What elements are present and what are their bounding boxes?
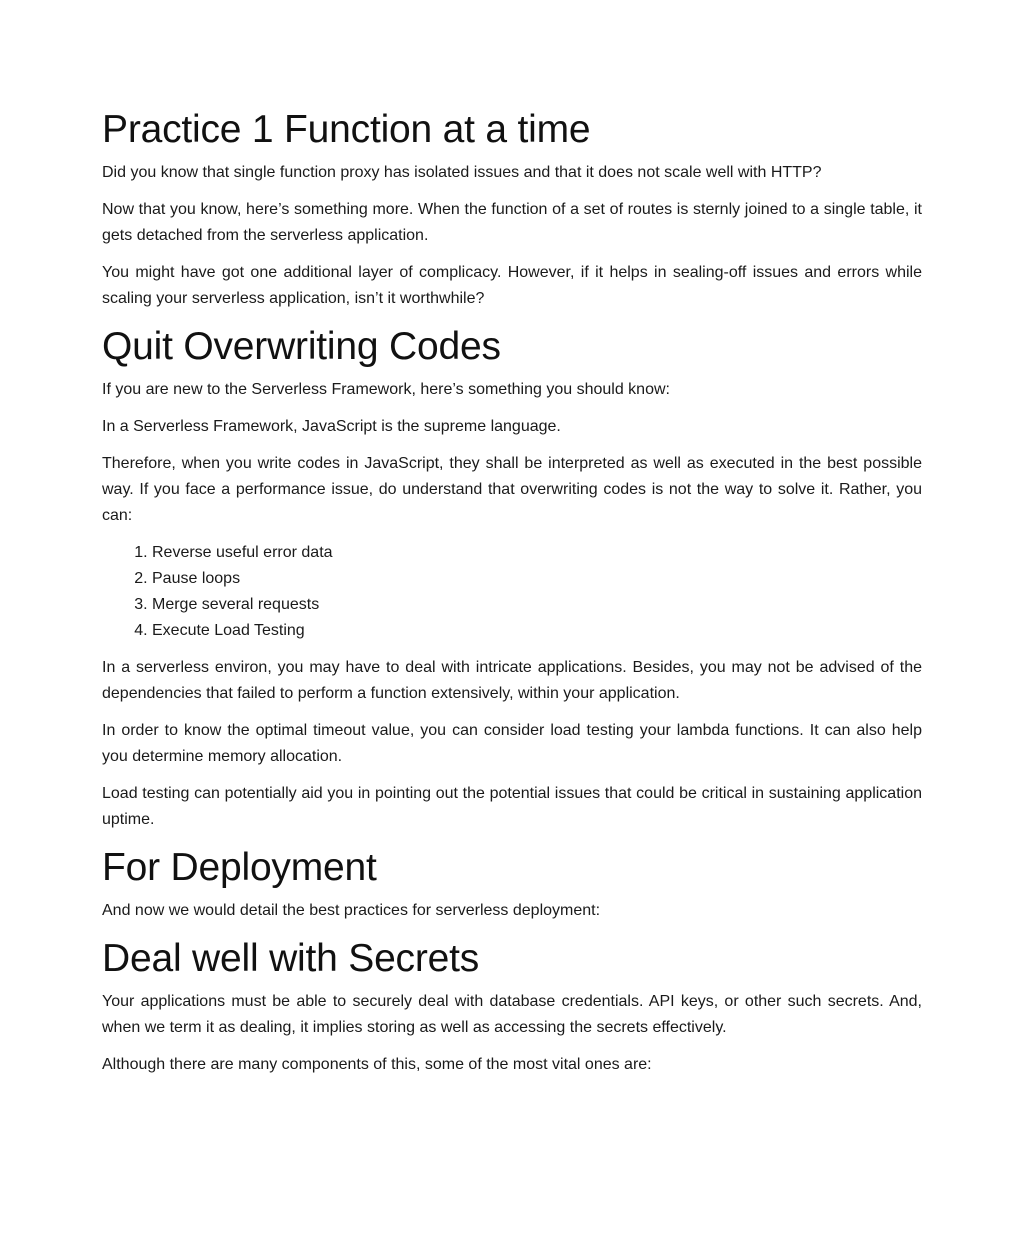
paragraph: Now that you know, here’s something more. When the function of a set of routes is sternly joined to a single table, it gets detached from the serverless application. bbox=[102, 201, 922, 244]
list-item: 2. Pause loops bbox=[152, 566, 922, 592]
section-quit-overwriting bbox=[102, 323, 922, 833]
paragraph: If you are new to the Serverless Framework, here’s something you should know: bbox=[102, 381, 670, 398]
paragraph: Load testing can potentially aid you in pointing out the potential issues that could be critical in sustaining application uptime. bbox=[102, 785, 922, 828]
section-heading: Practice 1 Function at a time bbox=[102, 108, 591, 151]
paragraph: Your applications must be able to securely deal with database credentials. API keys, or other such secrets. And, when we term it as dealing, it implies storing as well as accessing the secrets effectively. bbox=[102, 993, 922, 1036]
numbered-list bbox=[102, 540, 922, 644]
paragraph: You might have got one additional layer of complicacy. However, if it helps in sealing-off issues and errors while scaling your serverless application, isn’t it worthwhile? bbox=[102, 264, 922, 307]
section-heading: For Deployment bbox=[102, 846, 377, 889]
paragraph: Therefore, when you write codes in JavaScript, they shall be interpreted as well as executed in the best possible way. If you face a performance issue, do understand that overwriting codes is not the way to solve it. Rather, you can: bbox=[102, 455, 922, 524]
section-heading: Quit Overwriting Codes bbox=[102, 325, 501, 368]
paragraph: And now we would detail the best practices for serverless deployment: bbox=[102, 902, 601, 919]
section-heading: Deal well with Secrets bbox=[102, 937, 480, 980]
paragraph: Did you know that single function proxy has isolated issues and that it does not scale well with HTTP? bbox=[102, 164, 822, 181]
list-item: 1. Reverse useful error data bbox=[152, 540, 922, 566]
paragraph: Although there are many components of this, some of the most vital ones are: bbox=[102, 1056, 652, 1073]
paragraph: In a Serverless Framework, JavaScript is the supreme language. bbox=[102, 418, 561, 435]
paragraph: In a serverless environ, you may have to deal with intricate applications. Besides, you may not be advised of the dependencies that failed to perform a function extensively, within your application. bbox=[102, 659, 922, 702]
paragraph: In order to know the optimal timeout value, you can consider load testing your lambda functions. It can also help you determine memory allocation. bbox=[102, 722, 922, 765]
section-deal-with-secrets bbox=[102, 935, 922, 1078]
list-item: 4. Execute Load Testing bbox=[152, 618, 922, 644]
document-page bbox=[102, 106, 922, 1089]
section-for-deployment bbox=[102, 844, 922, 924]
section-practice-1 bbox=[102, 106, 922, 312]
list-item: 3. Merge several requests bbox=[152, 592, 922, 618]
